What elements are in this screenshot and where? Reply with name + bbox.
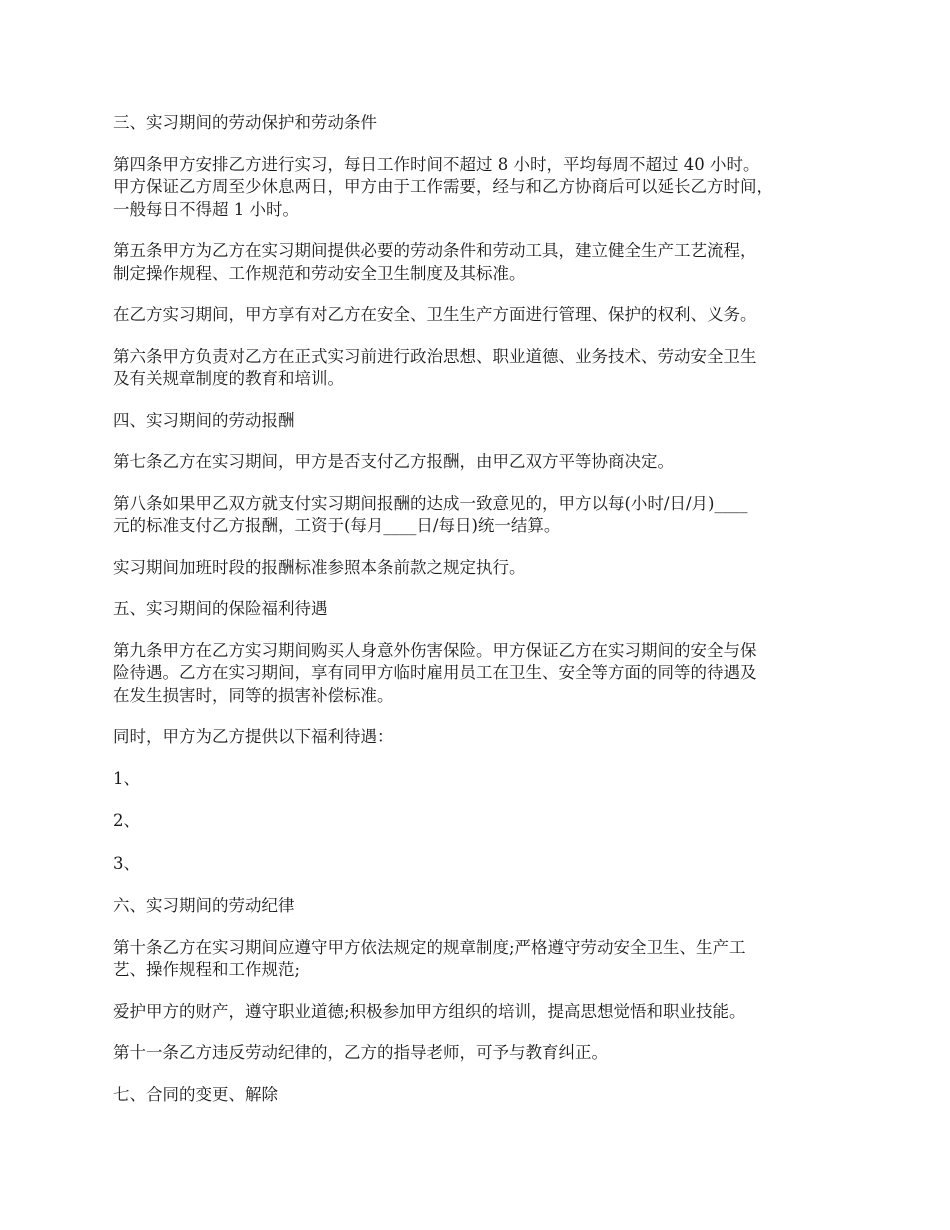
overtime-paragraph [113, 557, 848, 580]
text-line: 七、合同的变更、解除 [113, 1084, 278, 1104]
article-6-paragraph [113, 346, 848, 391]
text-line: 第八条如果甲乙双方就支付实习期间报酬的达成一致意见的，甲方以每(小时/日/月)____ [113, 493, 748, 513]
text-line: 及有关规章制度的教育和培训。 [113, 369, 344, 388]
text-line: 四、实习期间的劳动报酬 [113, 410, 295, 430]
article-9-paragraph [113, 640, 848, 708]
text-line: 一般每日不得超 1 小时。 [113, 199, 299, 219]
section-heading-5 [113, 598, 848, 621]
text-line: 五、实习期间的保险福利待遇 [113, 599, 328, 618]
text-line: 2、 [113, 811, 140, 830]
article-7-paragraph [113, 451, 848, 474]
property-paragraph [113, 1001, 848, 1024]
text-line: 爱护甲方的财产，遵守职业道德;积极参加甲方组织的培训，提高思想觉悟和职业技能。 [113, 1001, 746, 1021]
text-line: 险待遇。乙方在实习期间，享有同甲方临时雇用员工在卫生、安全等方面的同等的待遇及 [113, 663, 757, 682]
article-8-paragraph [113, 493, 848, 538]
list-item [113, 810, 848, 833]
text-line: 3、 [113, 853, 140, 873]
text-line: 制定操作规程、工作规范和劳动安全卫生制度及其标准。 [113, 263, 526, 283]
article-5-paragraph [113, 240, 848, 285]
text-line: 第五条甲方为乙方在实习期间提供必要的劳动条件和劳动工具，建立健全生产工艺流程， [113, 241, 757, 260]
article-4-paragraph [113, 154, 848, 222]
text-line: 第十条乙方在实习期间应遵守甲方依法规定的规章制度;严格遵守劳动安全卫生、生产工 [113, 937, 746, 957]
list-item [113, 768, 848, 791]
text-line: 六、实习期间的劳动纪律 [113, 896, 295, 915]
text-line: 艺、操作规程和工作规范; [113, 960, 301, 979]
benefits-intro-paragraph [113, 726, 848, 749]
text-line: 元的标准支付乙方报酬，工资于(每月____日/每日)统一结算。 [113, 516, 561, 535]
text-line: 第四条甲方安排乙方进行实习，每日工作时间不超过 8 小时，平均每周不超过 40 小时。 [113, 154, 760, 174]
rights-paragraph [113, 304, 848, 327]
text-line: 同时，甲方为乙方提供以下福利待遇： [113, 727, 394, 746]
list-item [113, 853, 848, 876]
text-line: 第七条乙方在实习期间，甲方是否支付乙方报酬，由甲乙双方平等协商决定。 [113, 452, 674, 471]
article-11-paragraph [113, 1042, 848, 1065]
document-body [113, 112, 848, 1125]
text-line: 实习期间加班时段的报酬标准参照本条前款之规定执行。 [113, 557, 526, 577]
text-line: 1、 [113, 768, 140, 788]
text-line: 第九条甲方在乙方实习期间购买人身意外伤害保险。甲方保证乙方在实习期间的安全与保 [113, 640, 757, 660]
text-line: 第六条甲方负责对乙方在正式实习前进行政治思想、职业道德、业务技术、劳动安全卫生 [113, 346, 757, 366]
section-heading-7 [113, 1084, 848, 1107]
text-line: 在乙方实习期间，甲方享有对乙方在安全、卫生生产方面进行管理、保护的权利、义务。 [113, 305, 757, 324]
section-heading-6 [113, 895, 848, 918]
text-line: 三、实习期间的劳动保护和劳动条件 [113, 113, 377, 132]
text-line: 在发生损害时，同等的损害补偿标准。 [113, 685, 394, 705]
text-line: 第十一条乙方违反劳动纪律的，乙方的指导老师，可予与教育纠正。 [113, 1043, 608, 1062]
section-heading-4 [113, 410, 848, 433]
article-10-paragraph [113, 937, 848, 982]
section-heading-3 [113, 112, 848, 135]
text-line: 甲方保证乙方周至少休息两日，甲方由于工作需要，经与和乙方协商后可以延长乙方时间， [113, 177, 773, 196]
